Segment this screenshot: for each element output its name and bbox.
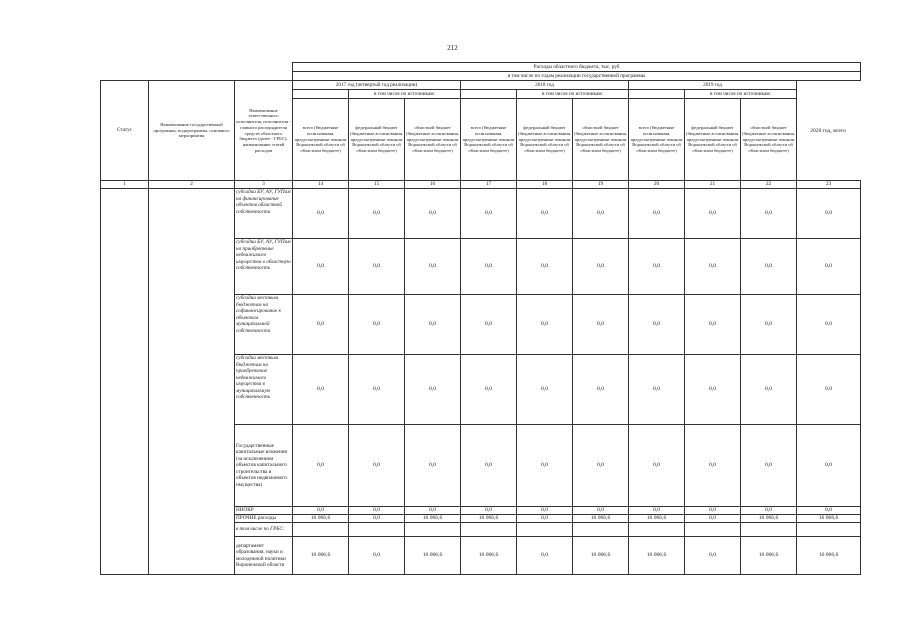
row-label: субсидии местным бюджетам на приобретение недвижимого имущества в муниципальную собственность [235, 355, 293, 425]
row-label: ПРОЧИЕ расходы [235, 515, 293, 523]
col-status: Статус [101, 81, 149, 181]
table-row: Государственные капитальные вложения (за исключением объектов капитального строительства и объектов недвижимого имущества) 0,0 0,0 0,0 0,0 0,0 0,0 0,0 0,0 0,0 0,0 [101, 425, 861, 507]
sub-federal-2019: федеральный бюджет (бюджетные ассигнования, предусмотренные законом Воронежской области об областном бюджете) [685, 99, 741, 181]
col-program: Наименование государственной программы, подпрограммы, основного мероприятия [149, 81, 235, 181]
sub-federal-2018: федеральный бюджет (бюджетные ассигнования, предусмотренные законом Воронежской области об областном бюджете) [517, 99, 573, 181]
header-years-caption: в том числе по годам реализации государственной программы [293, 72, 861, 81]
sources-2019: в том числе по источникам: [685, 90, 797, 99]
col-2020: 2020 год, всего [810, 128, 846, 134]
table-row-niokr: НИОКР 0,0 0,0 0,0 0,0 0,0 0,0 0,0 0,0 0,0 0,0 [101, 507, 861, 515]
sources-2018: в том числе по источникам: [517, 90, 629, 99]
row-label: департамент образования, науки и молодежной политики Воронежской области [235, 537, 293, 575]
sub-total-2019: всего (бюджетные ассигнования, предусмотренные законом Воронежской области об областном бюджете) [629, 99, 685, 181]
sub-regional-2018: областной бюджет (бюджетные ассигнования, предусмотренные законом Воронежской области об областном бюджете) [573, 99, 629, 181]
table-row: субсидии местным бюджетам на софинансирование к объектам муниципальной собственности 0,0 0,0 0,0 0,0 0,0 0,0 0,0 0,0 0,0 0,0 [101, 295, 861, 355]
year-2018: 2018 год [461, 81, 629, 90]
page-number: 212 [447, 44, 458, 52]
sub-total-2018: всего (бюджетные ассигнования, предусмотренные законом Воронежской области об областном бюджете) [461, 99, 517, 181]
row-label: НИОКР [235, 507, 293, 515]
table-row-department: департамент образования, науки и молодежной политики Воронежской области 16 066,6 0,0 16 066,6 16 066,6 0,0 16 066,6 16 066,6 0,0 16 066,6 16 066,6 [101, 537, 861, 575]
sub-regional-2019: областной бюджет (бюджетные ассигнования, предусмотренные законом Воронежской области об областном бюджете) [741, 99, 797, 181]
grbs-caption: в том числе по ГРБС: [235, 523, 293, 537]
row-label: субсидии БУ, АУ, ГУПам на приобретение недвижимого имущества в областную собственность [235, 239, 293, 295]
table-row: субсидии местным бюджетам на приобретение недвижимого имущества в муниципальную собственность 0,0 0,0 0,0 0,0 0,0 0,0 0,0 0,0 0,0 0,0 [101, 355, 861, 425]
index-row: 1 2 3 14 15 16 17 18 19 20 21 22 23 [101, 181, 861, 189]
table-row: субсидии БУ, АУ, ГУПам на приобретение недвижимого имущества в областную собственность 0,0 0,0 0,0 0,0 0,0 0,0 0,0 0,0 0,0 0,0 [101, 239, 861, 295]
year-2017: 2017 год (четвертый год реализации) [293, 81, 461, 90]
sub-regional-2017: областной бюджет (бюджетные ассигнования, предусмотренные законом Воронежской области об областном бюджете) [405, 99, 461, 181]
sub-federal-2017: федеральный бюджет (бюджетные ассигнования, предусмотренные законом Воронежской области об областном бюджете) [349, 99, 405, 181]
budget-table [100, 62, 861, 575]
year-2019: 2019 год [629, 81, 797, 90]
header-top: Расходы областного бюджета, тыс. руб [293, 63, 861, 72]
row-label: Государственные капитальные вложения (за исключением объектов капитального строительства и объектов недвижимого имущества) [235, 425, 293, 507]
table-row: субсидии БУ, АУ, ГУПам на финансирование объектов областной собственности 0,0 0,0 0,0 0,0 0,0 0,0 0,0 0,0 0,0 0,0 [101, 189, 861, 239]
sources-2017: в том числе по источникам: [349, 90, 461, 99]
row-label: субсидии местным бюджетам на софинансирование к объектам муниципальной собственности [235, 295, 293, 355]
table-row-other: ПРОЧИЕ расходы 16 066,6 0,0 16 066,6 16 066,6 0,0 16 066,6 16 066,6 0,0 16 066,6 16 066,6 [101, 515, 861, 523]
row-label: субсидии БУ, АУ, ГУПам на финансирование объектов областной собственности [235, 189, 293, 239]
sub-total-2017: всего (бюджетные ассигнования, предусмотренные законом Воронежской области об областном бюджете) [293, 99, 349, 181]
col-executor: Наименование ответственного исполнителя, исполнителя - главного распорядителя средств областного бюджета (далее - ГРБС), наименование статей расходов [235, 81, 293, 181]
